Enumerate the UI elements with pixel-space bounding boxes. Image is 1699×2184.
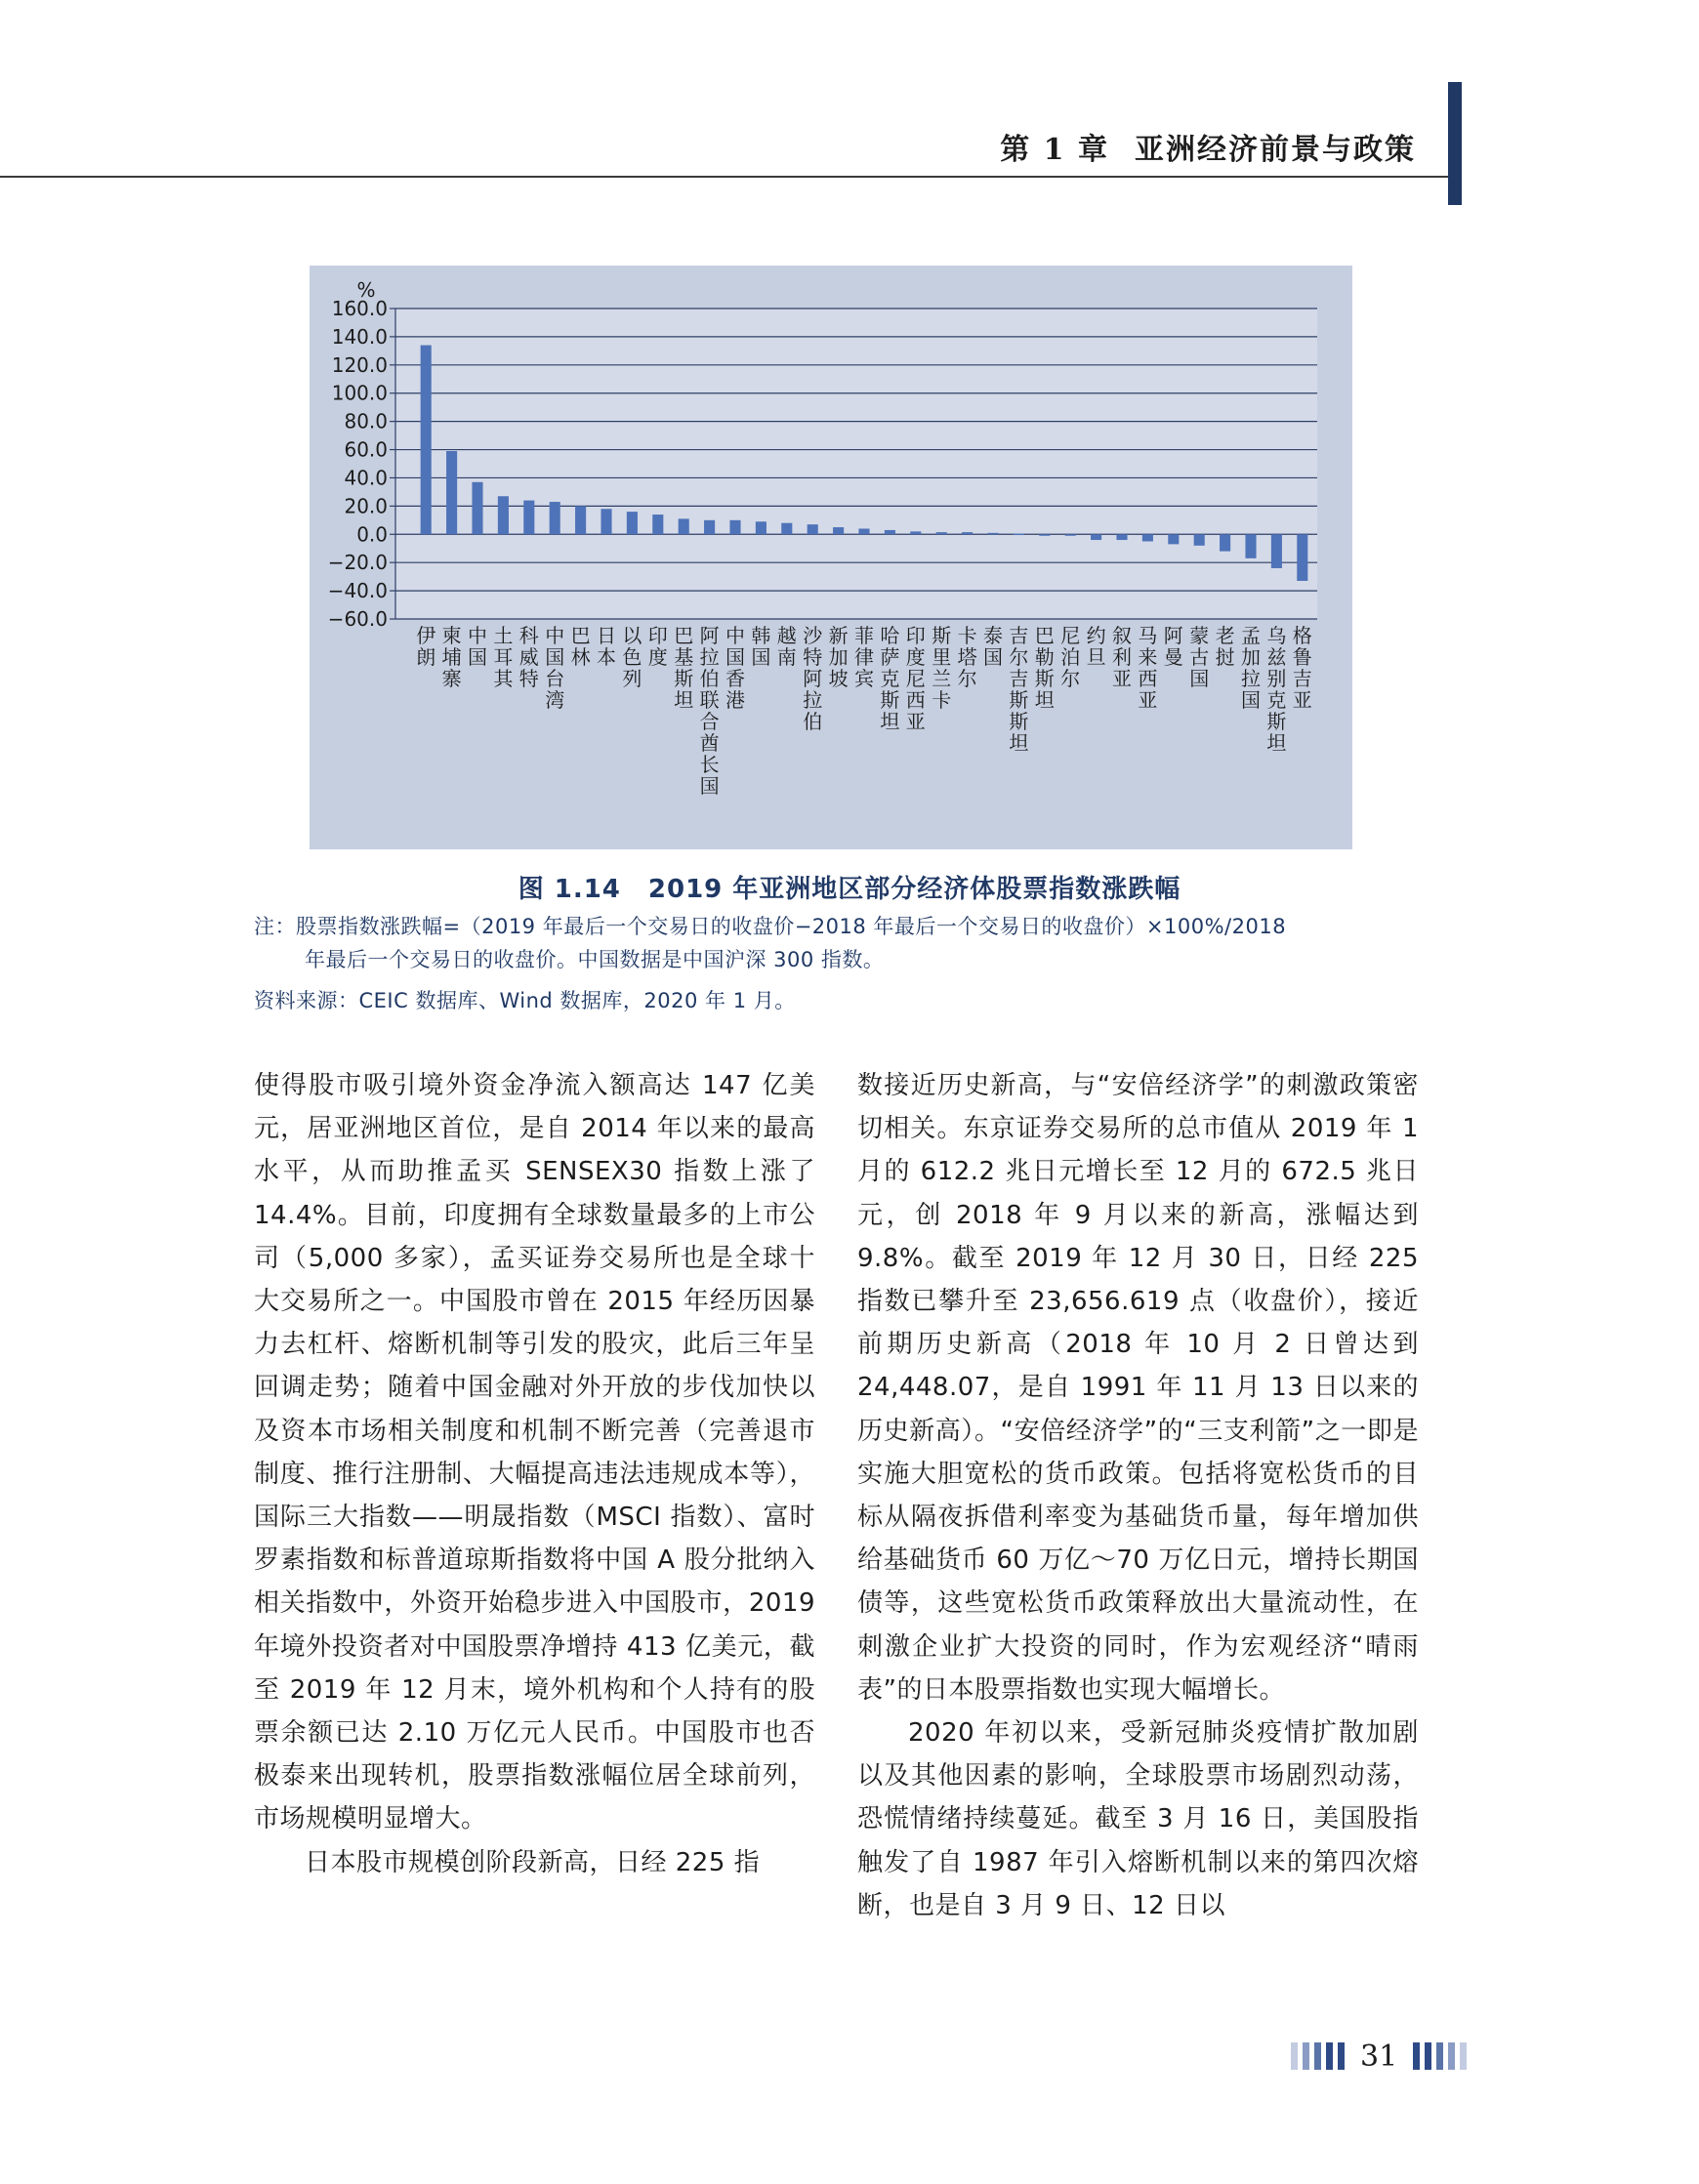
x-tick-label: 韩国 [751,624,771,669]
x-tick-label: 格鲁吉亚 [1292,624,1312,712]
x-tick-label: 约旦 [1086,624,1106,669]
bar [1091,534,1101,540]
x-tick-label: 蒙古国 [1189,624,1210,690]
running-head-title: 亚洲经济前景与政策 [1135,133,1416,167]
x-tick-label: 中国 [468,624,487,669]
x-tick-label: 以色列 [622,624,642,690]
bar [704,520,715,534]
running-head [1000,125,1416,168]
bar [756,521,767,534]
x-tick-label: 印度尼西亚 [905,624,926,733]
x-tick-label: 吉尔吉斯斯坦 [1009,624,1029,755]
body-paragraph: 数接近历史新高，与“安倍经济学”的刺激政策密切相关。东京证券交易所的总市值从 2019 年 1 月的 612.2 兆日元增长至 12 月的 672.5 兆日元，创 2018 年 9 月以来的新高，涨幅达到 9.8%。截至 2019 年 12 月 30 日，日经 225 指数已攀升至 23,656.619 点（收盘价），接近前期历史新高（2018 年 10 月 2 日曾达到 24,448.07，是自 1991 年 11 月 13 日以来的历史新高）。“安倍经济学”的“三支利箭”之一即是实施大胆宽松的货币政策。包括将宽松货币的目标从隔夜拆借利率变为基础货币量，每年增加供给基础货币 60 万亿～70 万亿日元，增持长期国债等，这些宽松货币政策释放出大量流动性，在刺激企业扩大投资的同时，作为宏观经济“晴雨表”的日本股票指数也实现大幅增长。 [857,1071,1419,1705]
body-paragraph: 使得股市吸引境外资金净流入额高达 147 亿美元，居亚洲地区首位，是自 2014 年以来的最高水平，从而助推孟买 SENSEX30 指数上涨了 14.4%。目前，印度拥有全球数量最多的上市公司（5,000 多家），孟买证券交易所也是全球十大交易所之一。中国股市曾在 2015 年经历因暴力去杠杆、熔断机制等引发的股灾，此后三年呈回调走势；随着中国金融对外开放的步伐加快以及资本市场相关制度和机制不断完善（完善退市制度、推行注册制、大幅提高违法违规成本等），国际三大指数——明晟指数（MSCI 指数）、富时罗素指数和标普道琼斯指数将中国 A 股分批纳入相关指数中，外资开始稳步进入中国股市，2019 年境外投资者对中国股票净增持 413 亿美元，截至 2019 年 12 月末，境外机构和个人持有的股票余额已达 2.10 万亿元人民币。中国股市也否极泰来出现转机，股票指数涨幅位居全球前列，市场规模明显增大。 [254,1071,815,1834]
bar-chart [310,266,1352,849]
figure-note-line2: 年最后一个交易日的收盘价。中国数据是中国沪深 300 指数。 [305,948,885,971]
x-tick-label: 老挝 [1215,624,1235,669]
x-tick-label: 巴基斯坦 [674,624,694,712]
x-tick-label: 阿拉伯联合酋长国 [699,624,720,798]
bar [523,501,534,535]
y-tick-label: 100.0 [331,381,388,405]
y-tick-label: 0.0 [356,522,388,547]
y-tick-label: 160.0 [331,297,388,320]
x-tick-label: 菲律宾 [854,624,874,690]
bar [1297,534,1307,581]
body-paragraph: 日本股市规模创阶段新高，日经 225 指 [305,1847,761,1877]
x-tick-label: 哈萨克斯坦 [880,624,900,733]
y-tick-label: 140.0 [331,324,388,349]
y-tick-label: −40.0 [327,579,388,603]
x-tick-label: 土耳其 [493,624,514,690]
bar [679,518,689,534]
x-tick-label: 沙特阿拉伯 [803,624,823,733]
bar [498,496,509,534]
y-tick-label: −20.0 [327,551,388,575]
bar [421,346,432,535]
x-tick-label: 科威特 [518,624,539,690]
bar [962,532,973,534]
x-tick-label: 泰国 [983,624,1003,669]
bar [858,528,869,534]
figure-note [254,910,1426,976]
body-column-left [254,1064,815,1884]
bar [1271,534,1282,568]
x-tick-label: 伊朗 [416,624,436,669]
bar [987,533,998,535]
y-tick-label: −60.0 [327,607,388,631]
x-tick-label: 印度 [647,624,668,669]
bar [550,502,560,534]
bar [833,527,844,534]
bar [1014,534,1024,536]
bar [910,531,921,534]
x-tick-label: 尼泊尔 [1060,624,1081,690]
figure-title: 2019 年亚洲地区部分经济体股票指数涨跌幅 [647,875,1181,904]
x-tick-label: 斯里兰卡 [932,624,952,712]
header-accent-bar [1448,82,1462,205]
bar [781,523,792,535]
bar [601,509,611,534]
page-number: 31 [1360,2039,1398,2074]
x-tick-label: 叙利亚 [1112,624,1132,690]
y-tick-label: 120.0 [331,352,388,377]
figure-source: 资料来源：CEIC 数据库、Wind 数据库，2020 年 1 月。 [254,989,796,1012]
figure-number: 图 1.14 [518,875,621,904]
bar [1142,534,1153,541]
x-tick-label: 乌兹别克斯坦 [1266,624,1287,755]
body-paragraph: 2020 年初以来，受新冠肺炎疫情扩散加剧以及其他因素的影响，全球股票市场剧烈动荡，恐慌情绪持续蔓延。截至 3 月 16 日，美国股指触发了自 1987 年引入熔断机制以来的第四次熔断，也是自 3 月 9 日、12 日以 [857,1718,1419,1920]
bar [808,524,818,534]
x-tick-label: 中国香港 [725,624,745,712]
bar [1245,534,1256,558]
bar [1194,534,1205,546]
running-head-chapter: 第 1 章 [1000,133,1109,167]
bar [446,451,457,534]
bar [729,520,740,534]
x-tick-label: 越南 [776,624,797,669]
x-tick-label: 柬埔寨 [441,624,462,690]
x-tick-label: 中国台湾 [545,624,565,712]
folio-ticks-left [1291,2042,1345,2070]
folio-ticks-right [1413,2042,1467,2070]
y-tick-label: 40.0 [344,466,388,490]
plot-area [395,309,1317,619]
y-tick-label: 20.0 [344,494,388,518]
bar [472,482,482,534]
bar [1039,534,1050,536]
figure-caption [0,869,1699,905]
bar [652,515,663,534]
x-tick-label: 日本 [597,624,616,669]
x-tick-label: 巴林 [570,624,591,669]
bar [575,506,586,534]
y-axis-label: % [356,278,376,302]
bar [1220,534,1230,551]
page-folio [1291,2039,1467,2074]
bar [1065,534,1076,536]
x-tick-label: 马来西亚 [1138,624,1158,712]
figure-chart [310,266,1352,849]
bar [1116,534,1127,540]
bar [1168,534,1179,544]
bar [627,512,638,534]
figure-note-line1: 注：股票指数涨跌幅=（2019 年最后一个交易日的收盘价−2018 年最后一个交易日的收盘价）×100%/2018 [254,915,1287,938]
header-rule [0,176,1452,178]
x-tick-label: 阿曼 [1163,624,1183,669]
y-tick-label: 80.0 [344,409,388,433]
x-tick-label: 巴勒斯坦 [1034,624,1055,712]
y-tick-label: 60.0 [344,437,388,462]
bar [936,532,947,534]
x-tick-label: 孟加拉国 [1241,624,1261,712]
x-tick-label: 新加坡 [828,624,849,690]
bar [885,530,895,534]
x-tick-label: 卡塔尔 [957,624,977,690]
body-column-right [857,1064,1419,1927]
